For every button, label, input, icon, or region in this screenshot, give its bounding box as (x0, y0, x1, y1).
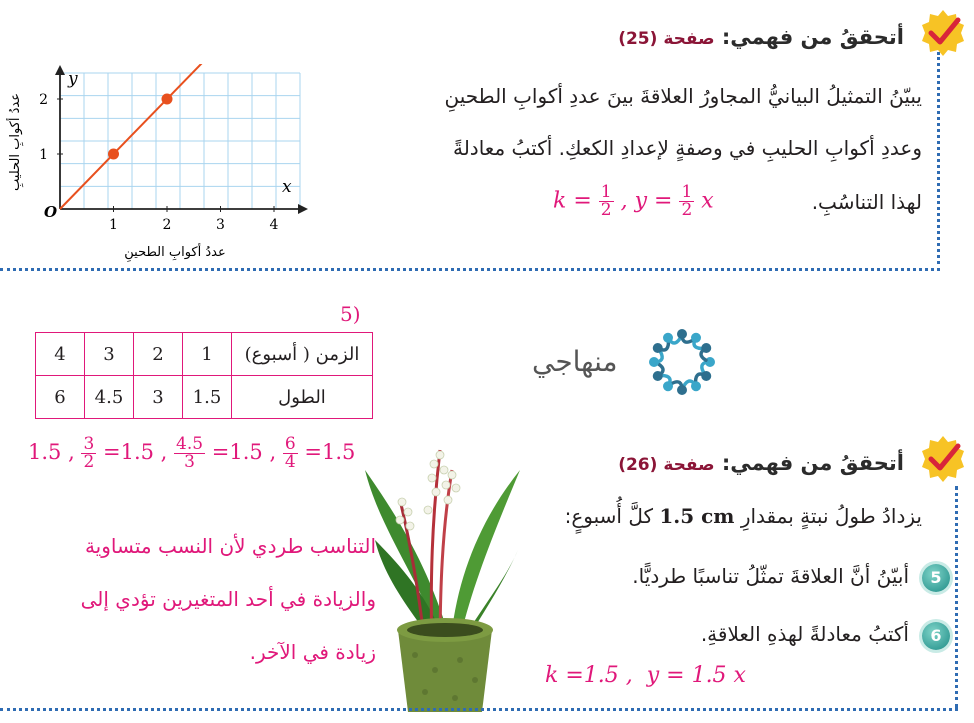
section1-frame-right (937, 52, 940, 264)
graph-ticks (39, 92, 278, 233)
logo-arm (668, 338, 680, 343)
table-row (36, 333, 373, 376)
answer-x-label: x (701, 188, 714, 214)
manhaji-logo-icon (640, 320, 724, 404)
logo-arm (682, 334, 692, 342)
ratio-sep: , (160, 440, 168, 464)
x-tick-label: 2 (162, 217, 172, 233)
ratio-value: 1.5 (321, 440, 356, 464)
section2-heading-text: أتحققُ من فهمي: (721, 451, 904, 475)
section2-intro-value: 1.5 cm (659, 504, 735, 528)
answer-y-num: 1 (681, 182, 693, 202)
answer-k-fraction (599, 184, 614, 219)
table-row (36, 376, 373, 419)
ratio-first: 1.5 (28, 440, 62, 464)
ratio-den: 2 (83, 452, 95, 472)
ratios-row: 1.5 , $\frac{3}{2}$ =1.5 , $\frac{4.5}{3}$ =1.5 , $\frac{6}{4}$ =1.5 (28, 434, 356, 472)
y-variable-label: y (68, 69, 78, 89)
table-cell: 1 (183, 333, 232, 376)
ratio-num: 6 (284, 434, 296, 454)
answer-y-fraction (679, 184, 694, 219)
table-cell: 1.5 (183, 376, 232, 419)
ratio-fraction (283, 436, 298, 471)
ratio-num: 4.5 (176, 434, 204, 454)
question-5-text: أبيّنُ أنَّ العلاقةَ تمثّلُ تناسبًا طرديًّا. (632, 564, 909, 588)
explanation-line3: زيادة في الآخر. (249, 640, 376, 664)
x-tick-label: 3 (216, 217, 225, 233)
logo-petals (649, 329, 715, 395)
x-tick-label: 4 (269, 217, 279, 233)
table-number-label: 5) (340, 302, 361, 326)
logo-arm (672, 382, 682, 390)
answer-k-den: 2 (600, 200, 612, 220)
y-tick-label: 1 (39, 147, 48, 163)
ratio-den: 4 (284, 452, 296, 472)
logo-arm (684, 381, 696, 386)
answer-k-label: k (553, 188, 567, 214)
table-cell: 6 (36, 376, 85, 419)
section2-answer: k =1.5 , y = 1.5 x (545, 663, 746, 688)
logo-arm (701, 348, 706, 360)
section1-heading-text: أتحققُ من فهمي: (721, 25, 904, 49)
ratio-den: 3 (184, 452, 195, 472)
table-cell: 4.5 (85, 376, 134, 419)
table-cell: 3 (134, 376, 183, 419)
table-header-length: الطول (232, 376, 373, 419)
ratio-value: 1.5 (120, 440, 154, 464)
section2-page-ref: صفحة (26) (618, 455, 715, 475)
section2-frame-bottom (0, 708, 958, 711)
data-point (162, 94, 173, 105)
y-axis-arrow (55, 65, 65, 75)
table-header-time: الزمن ( أسبوع) (232, 333, 373, 376)
data-table (35, 332, 373, 419)
data-point (108, 149, 119, 160)
plant-illustration (360, 430, 525, 720)
question-number-6: 6 (922, 622, 950, 650)
answer-y-den: 2 (681, 200, 693, 220)
graph-grid (60, 73, 300, 209)
ratio-num: 3 (83, 434, 95, 454)
x-axis-title: عددُ أكوابِ الطحينِ (124, 245, 226, 260)
logo-arm (658, 364, 663, 376)
answer-y-label: y (634, 188, 648, 214)
logo-text: منهاجي (532, 345, 618, 378)
ratio-fraction (81, 436, 96, 471)
ratio-value: 1.5 (229, 440, 263, 464)
x-axis-arrow (298, 204, 308, 214)
ratio-fraction (174, 436, 205, 471)
graph-axes (55, 65, 308, 214)
y-axis-title: عددُ أكوابِ الحليبِ (8, 93, 23, 191)
section2-heading (618, 451, 904, 475)
y-tick-label: 2 (39, 92, 48, 108)
section2-frame-right (955, 486, 958, 708)
origin-label: O (44, 203, 58, 221)
section2-intro-text: يزدادُ طولُ نبتةٍ بمقدارِ (740, 504, 922, 528)
logo-arm (654, 352, 662, 362)
ratio-sep: , (68, 440, 75, 464)
section2-intro (565, 504, 922, 528)
graph-series (60, 64, 263, 209)
logo-arm (702, 362, 710, 372)
x-variable-label: x (282, 177, 292, 197)
check-badge-icon (918, 8, 968, 58)
table-cell: 2 (134, 333, 183, 376)
section1-line1: يبيّنُ التمثيلُ البيانيُّ المجاورُ العلاقةَ بينَ عددِ أكوابِ الطحينِ (444, 84, 922, 108)
section2-intro-end: كلَّ أُسبوعٍ: (564, 504, 654, 528)
ratio-sep: , (269, 440, 277, 464)
section1-line2: وعددِ أكوابِ الحليبِ في وصفةٍ لإعدادِ الكعكِ. أكتبُ معادلةً (452, 136, 922, 160)
section1-line3: لهذا التناسُبِ. (811, 190, 922, 214)
table-cell: 4 (36, 333, 85, 376)
section1-heading (618, 25, 904, 49)
explanation-line1: التناسب طردي لأن النسب متساوية (84, 534, 376, 558)
section1-answer: k = $\frac{1}{2}$ , y = $\frac{1}{2}$ x (553, 182, 714, 220)
explanation-text (81, 520, 376, 679)
proportion-graph (0, 64, 310, 269)
question-6-text: أكتبُ معادلةً لهذهِ العلاقةِ. (700, 622, 909, 646)
check-badge-icon (918, 434, 968, 484)
table-cell: 3 (85, 333, 134, 376)
question-number-5: 5 (922, 564, 950, 592)
answer-k-num: 1 (600, 182, 612, 202)
section1-page-ref: صفحة (25) (618, 29, 715, 49)
x-tick-label: 1 (109, 217, 118, 233)
explanation-line2: والزيادة في أحد المتغيرين تؤدي إلى (80, 587, 376, 611)
